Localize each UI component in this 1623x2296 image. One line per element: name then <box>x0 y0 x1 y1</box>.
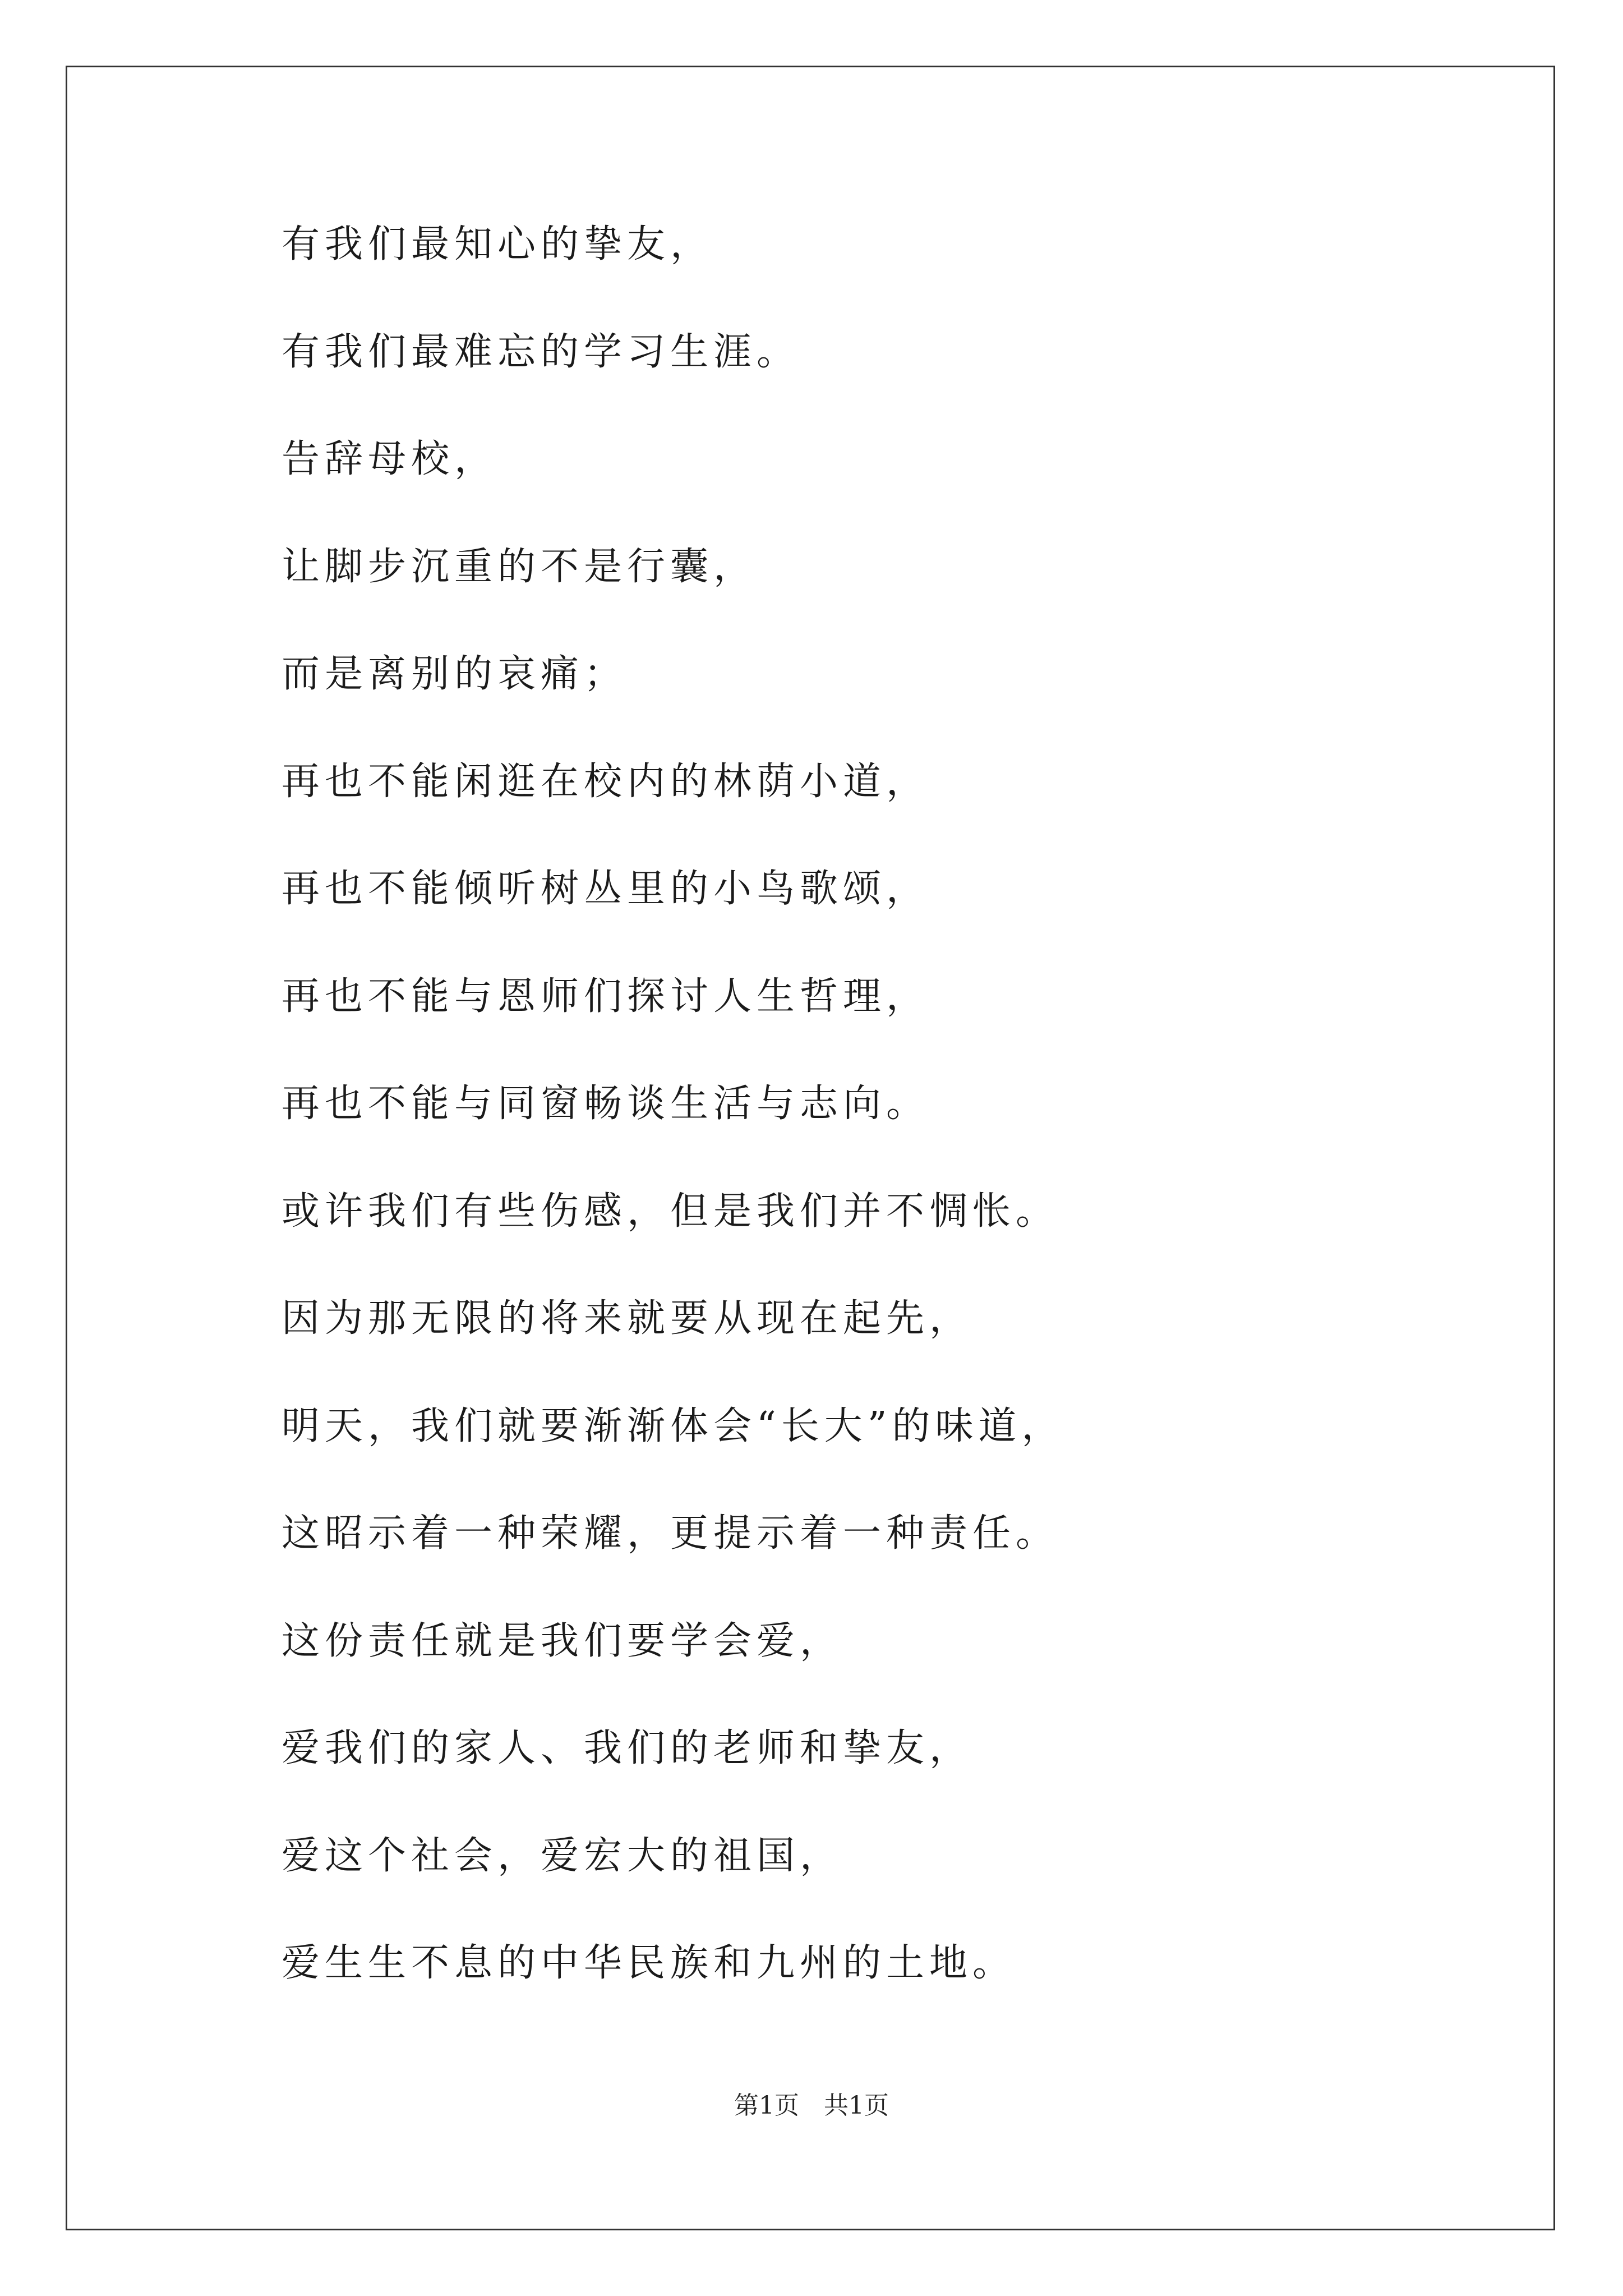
text-line: 或许我们有些伤感，但是我们并不惆怅。 <box>282 1189 1059 1234</box>
page-footer: 第1页 共1页 <box>734 2091 889 2120</box>
text-line: 再也不能倾听树丛里的小鸟歌颂， <box>282 867 930 911</box>
text-line: 让脚步沉重的不是行囊， <box>282 544 757 589</box>
text-line: 有我们最知心的挚友， <box>282 222 714 266</box>
text-line: 告辞母校， <box>282 437 498 481</box>
text-line: 而是离别的哀痛； <box>282 652 628 696</box>
text-line: 再也不能闲逛在校内的林荫小道， <box>282 759 930 804</box>
text-line: 爱生生不息的中华民族和九州的土地。 <box>282 1941 1016 1985</box>
text-line: 因为那无限的将来就要从现在起先， <box>282 1296 973 1341</box>
text-line: 这份责任就是我们要学会爱， <box>282 1618 843 1663</box>
text-line: 爱我们的家人、我们的老师和挚友， <box>282 1726 973 1770</box>
text-line: 爱这个社会，爱宏大的祖国， <box>282 1833 843 1878</box>
text-line: 再也不能与同窗畅谈生活与志向。 <box>282 1082 930 1126</box>
text-line: 这昭示着一种荣耀，更提示着一种责任。 <box>282 1511 1059 1556</box>
text-line: 明天，我们就要渐渐体会“长大”的味道， <box>282 1404 1065 1448</box>
text-line: 有我们最难忘的学习生涯。 <box>282 329 800 374</box>
poem-body <box>282 222 1459 2048</box>
text-line: 再也不能与恩师们探讨人生哲理， <box>282 974 930 1019</box>
